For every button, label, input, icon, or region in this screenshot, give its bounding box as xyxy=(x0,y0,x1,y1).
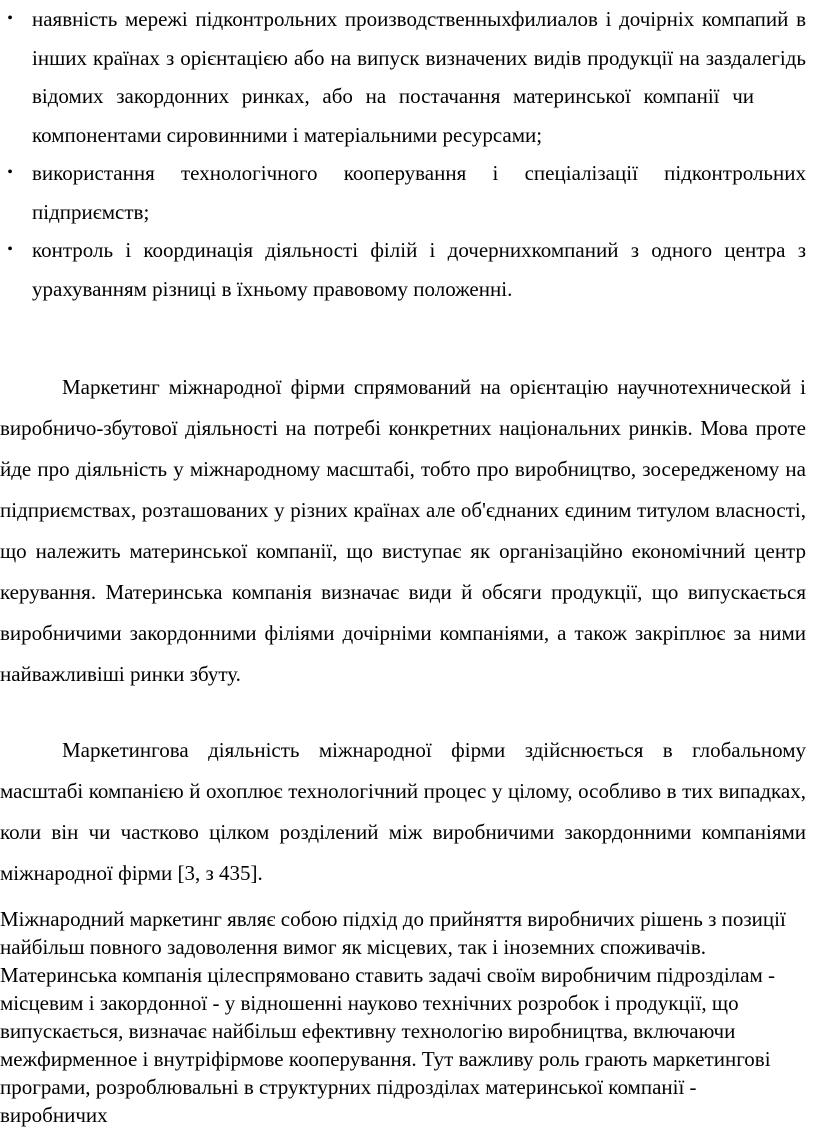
paragraph-international-marketing: Міжнародний маркетинг являє собою підхід до прийняття виробничих рішень з позиції найбільш повного задоволення вимог як місцевих, так і іноземних споживачів. Материнська компанія цілеспрямовано ставить задачі своїм виробничим підрозділам - місцевим і закордонної - у відношенні науково технічних розробок і продукції, що випускається, визначає найбільш ефективну технологію виробництва, включаючи межфирменное і внутріфірмове кооперування. Тут важливу роль грають маркетингові програми, розроблювальні в структурних підрозділах материнської компанії - виробничих xyxy=(0,907,786,1127)
paragraph-marketing-activity: Маркетингова діяльність міжнародної фірми здійснюється в глобальному масштабі компанією й охоплює технологічний процес у цілому, особливо в тих випадках, коли він чи частково цілком розділений між виробничими закордонними компаніями міжнародної фірми [3, з 435]. xyxy=(0,738,806,885)
bullet-dot-icon: • xyxy=(7,164,13,181)
bullet-item xyxy=(0,154,816,231)
bullet-list xyxy=(0,0,816,308)
bullet-text: контроль і координація діяльності філій і дочернихкомпаний з одного центра з урахуванням різниці в їхньому правовому положенні. xyxy=(32,238,806,301)
bullet-text: використання технологічного кооперування і спеціалізації підконтрольних підприємств; xyxy=(32,161,806,224)
bullet-dot-icon: • xyxy=(7,241,13,258)
bullet-item xyxy=(0,0,816,154)
bullet-dot-icon: • xyxy=(7,10,13,27)
bullet-text: наявність мережі підконтрольних производственныхфилиалов і дочірніх компапий в інших країнах з орієнтацією або на випуск визначених видів продукції на заздалегідь відомих закордонних ринках, або на постачання материнської компанії чи xyxy=(32,7,806,108)
bullet-item xyxy=(0,231,816,308)
bullet-text-continued: компонентами сировинними і матеріальними ресурсами; xyxy=(32,122,543,147)
paragraph-marketing-firm: Маркетинг міжнародної фірми спрямований на орієнтацію научнотехнической і виробничо-збутової діяльності на потребі конкретних національних ринків. Мова проте йде про діяльність у міжнародному масштабі, тобто про виробництво, зосередженому на підприємствах, розташованих у різних країнах але об'єднаних єдиним титулом власності, що належить материнської компанії, що виступає як організаційно економічний центр керування. Материнська компанія визначає види й обсяги продукції, що випускається виробничими закордонними філіями дочірніми компаніями, а також закріплює за ними найважливіші ринки збуту. xyxy=(0,375,806,686)
